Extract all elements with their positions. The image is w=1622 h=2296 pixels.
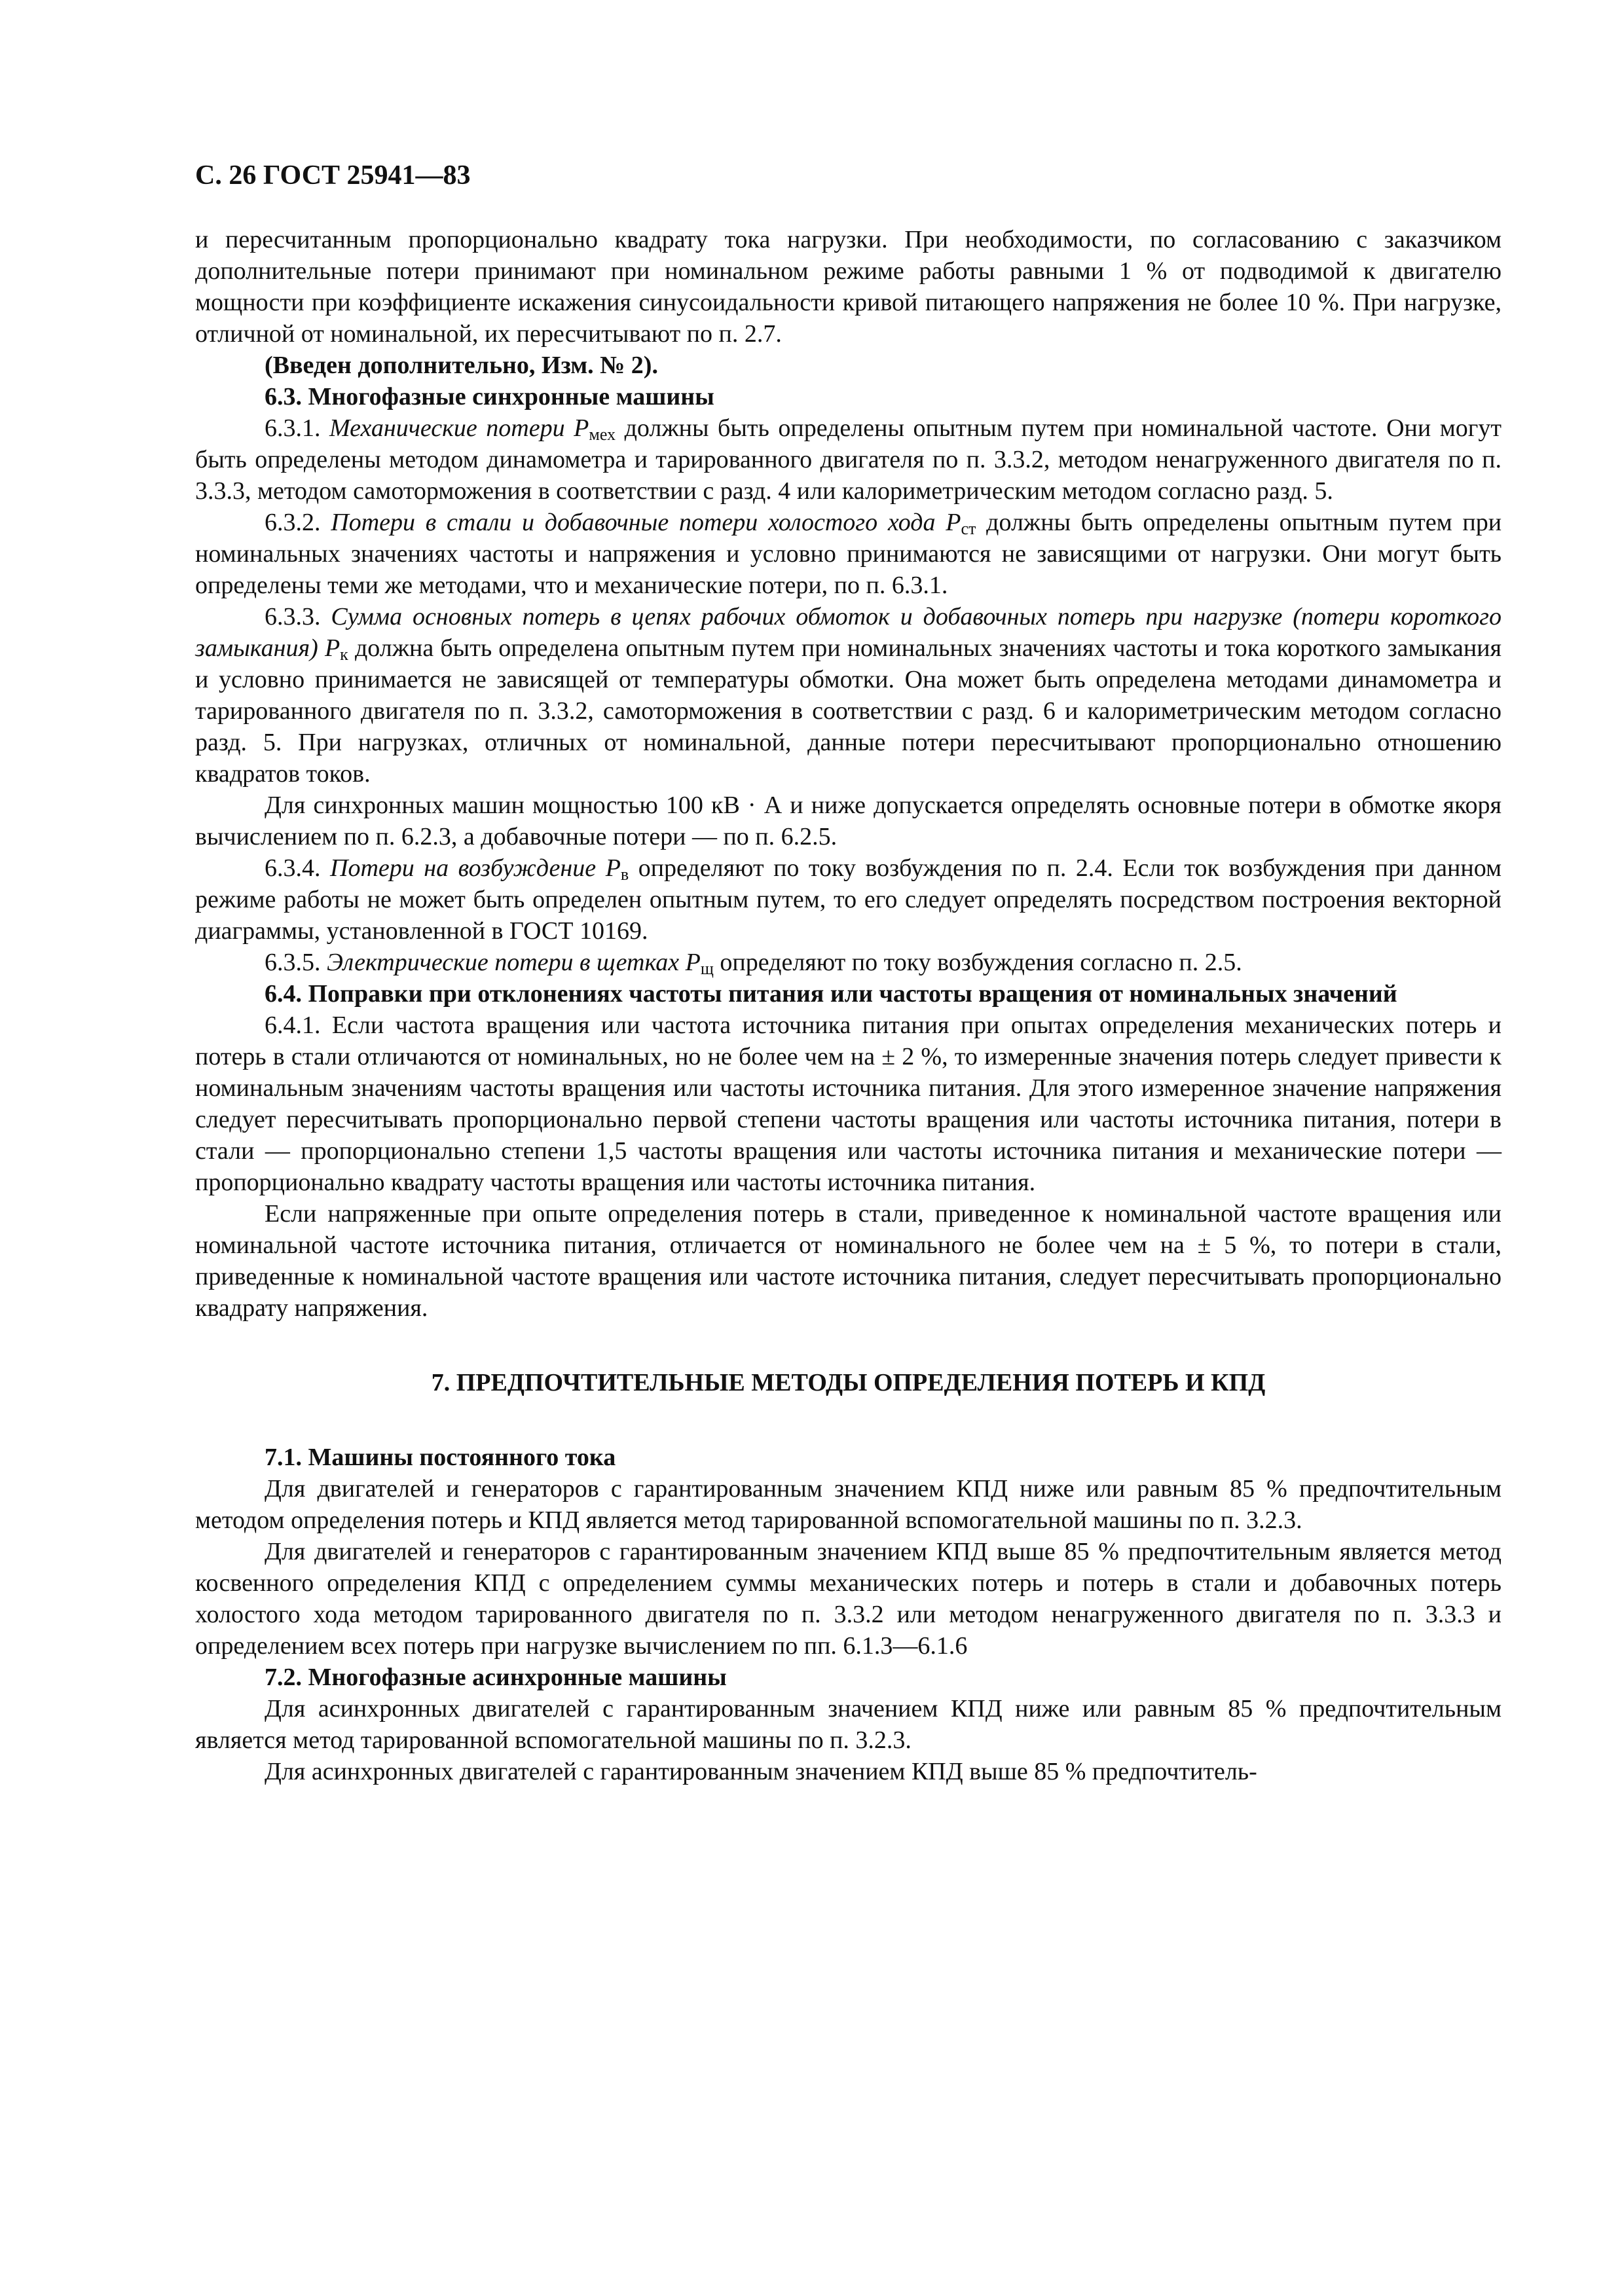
term: Потери на возбуждение [330, 854, 597, 882]
clause-number: 6.3.5. [265, 949, 321, 976]
symbol-subscript: щ [700, 959, 714, 978]
symbol-subscript: мех [589, 425, 616, 444]
symbol-subscript: к [340, 645, 348, 664]
paragraph: Если напряженные при опыте определения потерь в стали, приведенное к номинальной частоте вращения или номинальной частоте источника питания, отличается от номинального не более чем на ± 5 %, то потери в стали, приведенные к номинальной частоте вращения или частоте источника питания, следует пересчитывать пропорционально квадрату напряжения. [195, 1200, 1502, 1322]
paragraph: Для двигателей и генераторов с гарантированным значением КПД ниже или равным 85 % предпочтительным методом определения потерь и КПД является метод тарированной вспомогательной машины по п. 3.2.3. [195, 1475, 1502, 1534]
clause-number: 6.3.1. [265, 414, 321, 442]
paragraph-6-4-1: 6.4.1. Если частота вращения или частота источника питания при опытах определения механических потерь и потерь в стали отличаются от номинальных, но не более чем на ± 2 %, то измеренные значения потерь следует привести к номинальным значениям частоты вращения или частоты источника питания. Для этого измеренное значение напряжения следует пересчитывать пропорционально первой степени частоты вращения или частоты источника питания, потери в стали — пропорционально степени 1,5 частоты вращения или частоты источника питания и механические потери — пропорционально квадрату частоты вращения или частоты источника питания. [195, 1011, 1502, 1196]
clause-text: должны быть определены опытным путем при номинальной частоте. Они могут быть определены методом динамометра и тарированного двигателя по п. 3.3.2, методом ненагруженного двигателя по п. 3.3.3, методом самоторможения в соответствии с разд. 4 или калориметрическим методом согласно разд. 5. [195, 414, 1502, 505]
paragraph-6-3-4 [195, 852, 1502, 947]
symbol-subscript: ст [961, 519, 976, 538]
term: Электрические потери в щетках [327, 949, 680, 976]
clause-text: должна быть определена опытным путем при номинальных значениях частоты и тока короткого замыкания и условно принимается не зависящей от температуры обмотки. Она может быть определена методами динамометра и тарированного двигателя по п. 3.3.2, самоторможения в соответствии с разд. 6 и калориметрическим методом согласно разд. 5. При нагрузках, отличных от номинальной, данные потери пересчитывают пропорционально отношению квадратов токов. [195, 634, 1502, 788]
paragraph: Для синхронных машин мощностью 100 кВ · А и ниже допускается определять основные потери в обмотке якоря вычислением по п. 6.2.3, а добавочные потери — по п. 6.2.5. [195, 792, 1502, 850]
clause-number: 6.3.2. [265, 509, 321, 536]
section-heading-7-1: 7.1. Машины постоянного тока [265, 1444, 616, 1471]
section-heading-6-3: 6.3. Многофазные синхронные машины [265, 383, 714, 410]
paragraph-6-3-1 [195, 412, 1502, 507]
symbol: P [324, 634, 341, 662]
clause-text: должны быть определены опытным путем при номинальных значениях частоты и напряжения и условно принимаются не зависящими от нагрузки. Они могут быть определены теми же методами, что и механические потери, по п. 6.3.1. [195, 509, 1502, 599]
term: Сумма основных потерь в цепях рабочих обмоток и добавочных потерь при нагрузке (потери короткого замыкания) [195, 603, 1502, 662]
section-heading-6-4: 6.4. Поправки при отклонениях частоты питания или частоты вращения от номинальных значений [265, 980, 1397, 1008]
clause-number: 6.3.3. [265, 603, 321, 630]
clause-number: 6.3.4. [265, 854, 321, 882]
amendment-note: (Введен дополнительно, Изм. № 2). [265, 352, 658, 379]
clause-text: определяют по току возбуждения по п. 2.4. Если ток возбуждения при данном режиме работы не может быть определен опытным путем, то его следует определять посредством построения векторной диаграммы, установленной в ГОСТ 10169. [195, 854, 1502, 945]
clause-text: определяют по току возбуждения согласно п. 2.5. [720, 949, 1242, 976]
symbol: P [685, 949, 701, 976]
paragraph-6-3-5 [195, 947, 1502, 978]
paragraph: Для асинхронных двигателей с гарантированным значением КПД выше 85 % предпочтитель- [265, 1758, 1257, 1785]
paragraph: и пересчитанным пропорционально квадрату тока нагрузки. При необходимости, по согласованию с заказчиком дополнительные потери принимают при номинальном режиме работы равными 1 % от подводимой к двигателю мощности при коэффициенте искажения синусоидальности кривой питающего напряжения не более 10 %. При нагрузке, отличной от номинальной, их пересчитывают по п. 2.7. [195, 226, 1502, 348]
term: Механические потери [329, 414, 565, 442]
paragraph-6-3-3 [195, 601, 1502, 790]
document-page [195, 157, 1502, 1787]
symbol: P [574, 414, 589, 442]
term: Потери в стали и добавочные потери холостого хода [331, 509, 936, 536]
paragraph: Для асинхронных двигателей с гарантированным значением КПД ниже или равным 85 % предпочтительным является метод тарированной вспомогательной машины по п. 3.2.3. [195, 1695, 1502, 1754]
paragraph-6-3-2 [195, 507, 1502, 601]
symbol-subscript: в [620, 865, 629, 884]
symbol: P [946, 509, 961, 536]
symbol: P [605, 854, 621, 882]
section-heading-7-2: 7.2. Многофазные асинхронные машины [265, 1664, 727, 1691]
chapter-heading-7: 7. ПРЕДПОЧТИТЕЛЬНЫЕ МЕТОДЫ ОПРЕДЕЛЕНИЯ ПОТЕРЬ И КПД [431, 1369, 1266, 1396]
paragraph: Для двигателей и генераторов с гарантированным значением КПД выше 85 % предпочтительным является метод косвенного определения КПД с определением суммы механических потерь и потерь в стали и добавочных потерь холостого хода методом тарированного двигателя по п. 3.3.2 или методом ненагруженного двигателя по п. 3.3.3 и определением всех потерь при нагрузке вычислением по пп. 6.1.3—6.1.6 [195, 1538, 1502, 1660]
page-header: С. 26 ГОСТ 25941—83 [195, 160, 471, 191]
